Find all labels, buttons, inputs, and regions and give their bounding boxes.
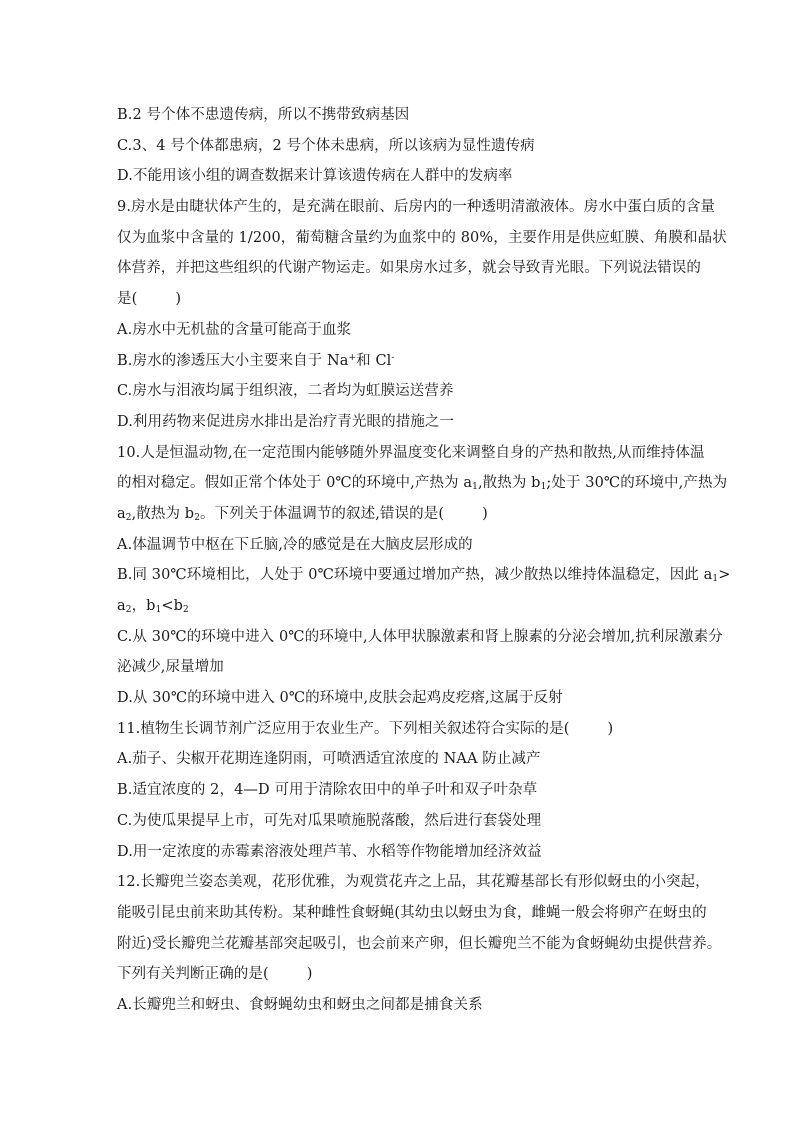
- q12-stem-line-3: 附近)受长瓣兜兰花瓣基部突起吸引，也会前来产卵，但长瓣兜兰不能为食蚜蝇幼虫提供营养。: [117, 935, 722, 952]
- q9-stem-end: 是(: [117, 291, 138, 308]
- q9-option-a: A.房水中无机盐的含量可能高于血浆: [117, 321, 352, 338]
- q9-option-c: C.房水与泪液均属于组织液，二者均为虹膜运送营养: [117, 383, 454, 400]
- q12-option-a: A.长瓣兜兰和蚜虫、食蚜蝇幼虫和蚜虫之间都是捕食关系: [117, 996, 483, 1013]
- q10-option-c-line-2: 泌减少,尿量增加: [117, 659, 224, 676]
- q9-stem-line-3: 体营养，并把这些组织的代谢产物运走。如果房水过多，就会导致青光眼。下列说法错误的: [117, 260, 701, 277]
- q8-option-d: D.不能用该小组的调查数据来计算该遗传病在人群中的发病率: [117, 168, 513, 185]
- q11-option-d: D.用一定浓度的赤霉素溶液处理芦苇、水稻等作物能增加经济效益: [117, 843, 542, 860]
- q9-stem-line-4: [117, 284, 687, 315]
- q10-option-b-line-2: $a_2$，$b_1<b_2$: [117, 598, 189, 615]
- q9-stem-close: ): [175, 291, 182, 308]
- q10-stem-line-3: $a_2$,散热为 $b_2$。下列关于体温调节的叙述,错误的是( ): [117, 505, 488, 523]
- q10-stem-line-2: 的相对稳定。假如正常个体处于 0℃的环境中,产热为 $a_1$,散热为 $b_1$;处于 30℃的环境中,产热为: [117, 475, 728, 493]
- q8-option-b: B.2 号个体不患遗传病，所以不携带致病基因: [117, 107, 410, 123]
- q9-option-b: B.房水的渗透压大小主要来自于 Na+和 Cl-: [117, 352, 395, 369]
- q10-stem-line-1: 10.人是恒温动物,在一定范围内能够随外界温度变化来调整自身的产热和散热,从而维持体温: [117, 444, 705, 461]
- q12-stem-line-2: 能吸引昆虫前来助其传粉。某种雌性食蚜蝇(其幼虫以蚜虫为食，雌蝇一般会将卵产在蚜虫的: [117, 904, 707, 921]
- exam-text: [117, 100, 731, 1021]
- q9-stem-line-2: 仅为血浆中含量的 1/200，葡萄糖含量约为血浆中的 80%，主要作用是供应虹膜、角膜和晶状: [117, 229, 727, 246]
- q10-option-a: A.体温调节中枢在下丘脑,冷的感觉是在大脑皮层形成的: [117, 536, 473, 553]
- q11-option-a: A.茄子、尖椒开花期连逢阴雨，可喷洒适宜浓度的 NAA 防止减产: [117, 751, 541, 768]
- q12-stem-line-1: 12.长瓣兜兰姿态美观，花形优雅，为观赏花卉之上品，其花瓣基部长有形似蚜虫的小突起，: [117, 874, 710, 891]
- q10-option-d: D.从 30℃的环境中进入 0℃的环境中,皮肤会起鸡皮疙瘩,这属于反射: [117, 690, 563, 707]
- q11-option-c: C.为使瓜果提早上市，可先对瓜果喷施脱落酸，然后进行套袋处理: [117, 812, 542, 829]
- q9-option-d: D.利用药物来促进房水排出是治疗青光眼的措施之一: [117, 413, 455, 430]
- q11-option-b: B.适宜浓度的 2，4—D 可用于清除农田中的单子叶和双子叶杂草: [117, 782, 538, 799]
- q10-option-b-line-1: B.同 30℃环境相比，人处于 0℃环境中要通过增加产热，减少散热以维持体温稳定，因此 $a_1>$: [117, 567, 731, 585]
- q9-stem-line-1: 9.房水是由睫状体产生的，是充满在眼前、后房内的一种透明清澈液体。房水中蛋白质的含量: [117, 199, 716, 216]
- q8-option-c: C.3、4 号个体都患病，2 号个体未患病，所以该病为显性遗传病: [117, 137, 535, 154]
- q10-option-c-line-1: C.从 30℃的环境中进入 0℃的环境中,人体甲状腺激素和肾上腺素的分泌会增加,抗利尿激素分: [117, 628, 723, 645]
- q12-stem-line-4: 下列有关判断正确的是( ): [117, 966, 313, 983]
- q11-stem: 11.植物生长调节剂广泛应用于农业生产。下列相关叙述符合实际的是( ): [117, 720, 614, 737]
